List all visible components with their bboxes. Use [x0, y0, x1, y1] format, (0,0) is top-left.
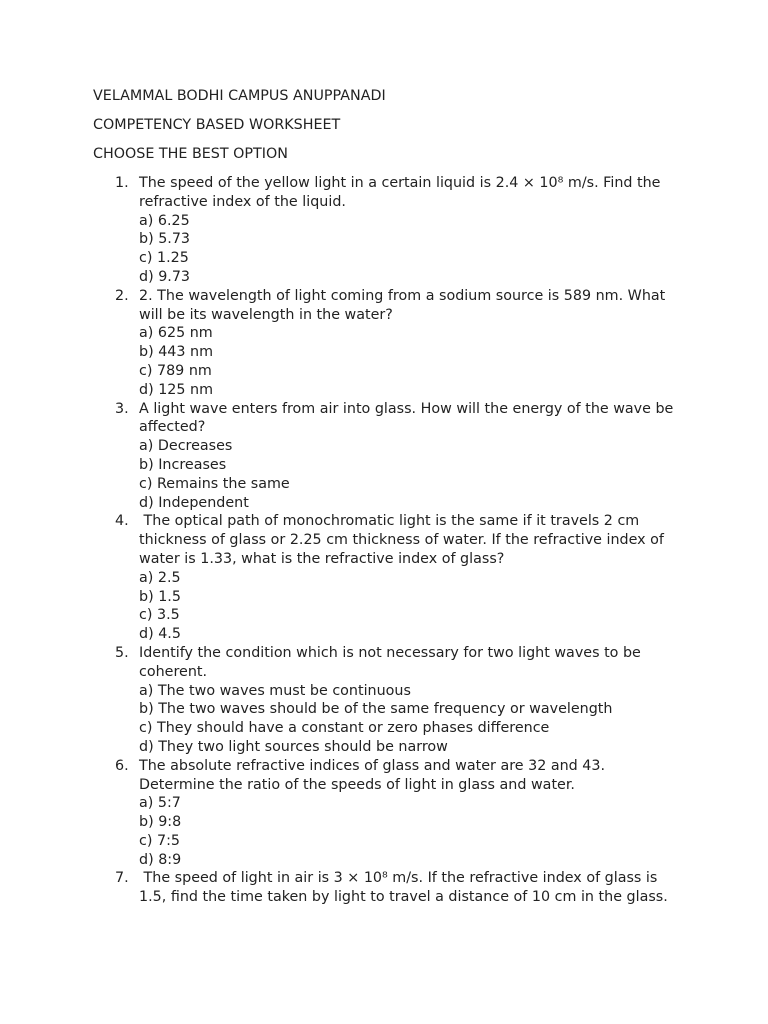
option-d: d) They two light sources should be narrow [139, 738, 448, 755]
option-c: c) 7:5 [139, 832, 180, 849]
question-number: 4. [115, 513, 129, 530]
option-c: c) 3.5 [139, 607, 180, 624]
question-6 [0, 757, 679, 870]
question-4 [0, 512, 679, 644]
question-text: Identify the condition which is not necessary for two light waves to be coherent. [139, 644, 641, 680]
question-number: 6. [115, 757, 129, 774]
option-b: b) 1.5 [139, 588, 181, 605]
option-b: b) Increases [139, 456, 227, 473]
option-d: d) 8:9 [139, 851, 182, 868]
question-7 [0, 869, 679, 907]
option-b: b) 5.73 [139, 231, 191, 248]
option-d: d) 4.5 [139, 626, 181, 643]
option-b: b) The two waves should be of the same frequency or wavelength [139, 701, 613, 718]
question-text: The absolute refractive indices of glass and water are 32 and 43. Determine the ratio of the speeds of light in glass and water. [139, 757, 606, 793]
option-c: c) Remains the same [139, 475, 290, 492]
question-text: 2. The wavelength of light coming from a sodium source is 589 nm. What will be its wavelength in the water? [139, 287, 666, 323]
option-a: a) 6.25 [139, 212, 190, 229]
question-2 [0, 287, 679, 400]
option-b: b) 9:8 [139, 814, 182, 831]
question-1 [0, 174, 679, 287]
question-text: A light wave enters from air into glass. How will the energy of the wave be affected? [139, 400, 674, 436]
option-c: c) They should have a constant or zero phases difference [139, 720, 550, 737]
question-5 [0, 644, 679, 757]
question-text: The speed of the yellow light in a certain liquid is 2.4 × 10⁸ m/s. Find the refractive index of the liquid. [139, 175, 661, 210]
option-a: a) Decreases [139, 438, 233, 455]
question-number: 1. [115, 175, 129, 191]
question-number: 3. [115, 400, 129, 417]
instruction-heading: CHOOSE THE BEST OPTION [93, 146, 288, 162]
question-number: 5. [115, 644, 129, 661]
school-name: VELAMMAL BODHI CAMPUS ANUPPANADI [93, 88, 386, 104]
question-number: 7. [115, 870, 129, 887]
option-d: d) Independent [139, 494, 249, 511]
question-number: 2. [115, 287, 129, 304]
option-d: d) 9.73 [139, 268, 191, 285]
option-a: a) 625 nm [139, 325, 213, 342]
question-text: The speed of light in air is 3 × 10⁸ m/s. If the refractive index of glass is 1.5, find the time taken by light to travel a distance of 10 cm in the glass. [139, 870, 668, 906]
question-3 [0, 400, 679, 513]
option-c: c) 789 nm [139, 362, 212, 379]
option-a: a) 5:7 [139, 795, 181, 812]
option-d: d) 125 nm [139, 381, 214, 398]
option-a: a) The two waves must be continuous [139, 682, 411, 699]
option-c: c) 1.25 [139, 250, 189, 267]
option-a: a) 2.5 [139, 569, 181, 586]
option-b: b) 443 nm [139, 344, 214, 361]
question-list [0, 174, 768, 907]
worksheet-title: COMPETENCY BASED WORKSHEET [93, 117, 341, 133]
question-text: The optical path of monochromatic light is the same if it travels 2 cm thickness of glass or 2.25 cm thickness of water. If the refractive index of water is 1.33, what is the refractive index of glass? [139, 513, 669, 567]
